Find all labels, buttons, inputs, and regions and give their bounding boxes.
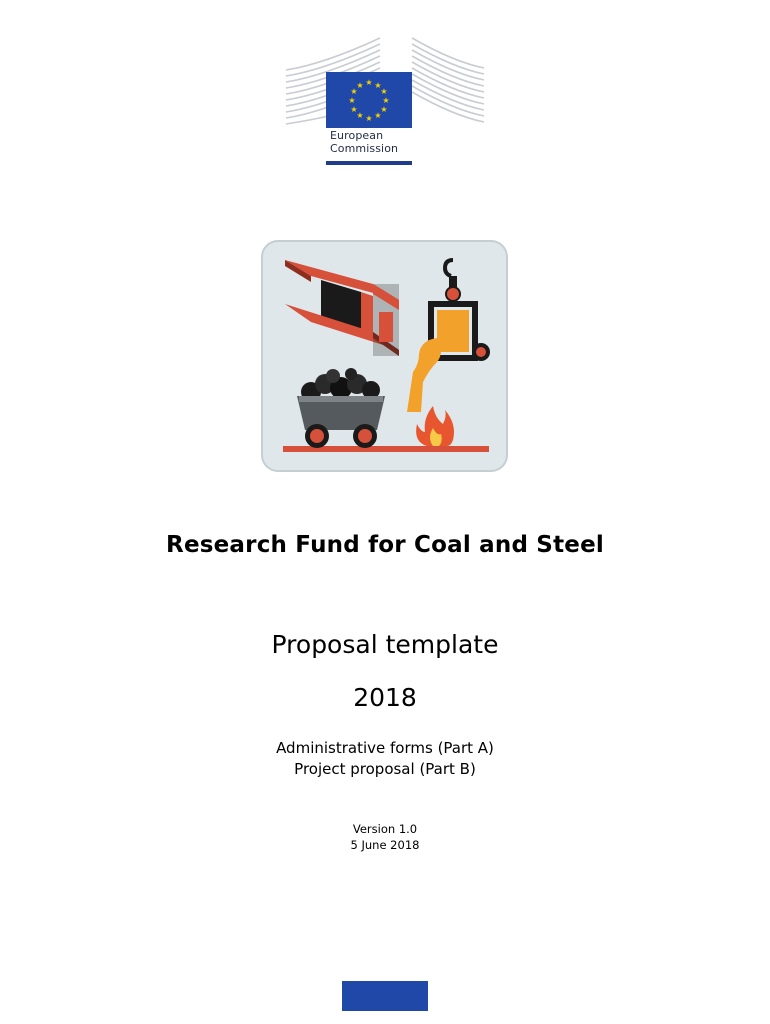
part-a-label: Administrative forms (Part A) xyxy=(276,739,494,757)
svg-text:★: ★ xyxy=(356,111,364,120)
svg-text:★: ★ xyxy=(365,78,373,87)
svg-text:★: ★ xyxy=(382,96,390,105)
svg-text:★: ★ xyxy=(380,105,388,114)
logo-line-2: Commission xyxy=(330,142,399,155)
european-commission-logo xyxy=(284,34,486,166)
svg-text:★: ★ xyxy=(356,81,364,90)
document-subtitle: Proposal template xyxy=(271,630,499,659)
document-title: Research Fund for Coal and Steel xyxy=(166,532,604,558)
logo-wordmark xyxy=(330,129,398,155)
document-parts xyxy=(0,738,770,780)
logo-underline xyxy=(326,161,412,165)
svg-text:★: ★ xyxy=(350,87,358,96)
svg-text:★: ★ xyxy=(380,87,388,96)
svg-text:★: ★ xyxy=(374,111,382,120)
part-b-label: Project proposal (Part B) xyxy=(294,760,476,778)
logo-line-1: European xyxy=(330,129,384,142)
svg-text:★: ★ xyxy=(348,96,356,105)
version-info xyxy=(0,821,770,853)
document-year: 2018 xyxy=(353,683,417,712)
version-date: 5 June 2018 xyxy=(350,838,420,852)
coal-steel-illustration xyxy=(261,240,508,472)
svg-text:★: ★ xyxy=(365,114,373,123)
svg-text:★: ★ xyxy=(374,81,382,90)
version-label: Version 1.0 xyxy=(352,822,418,836)
svg-text:★: ★ xyxy=(350,105,358,114)
footer-color-block xyxy=(342,981,428,1011)
